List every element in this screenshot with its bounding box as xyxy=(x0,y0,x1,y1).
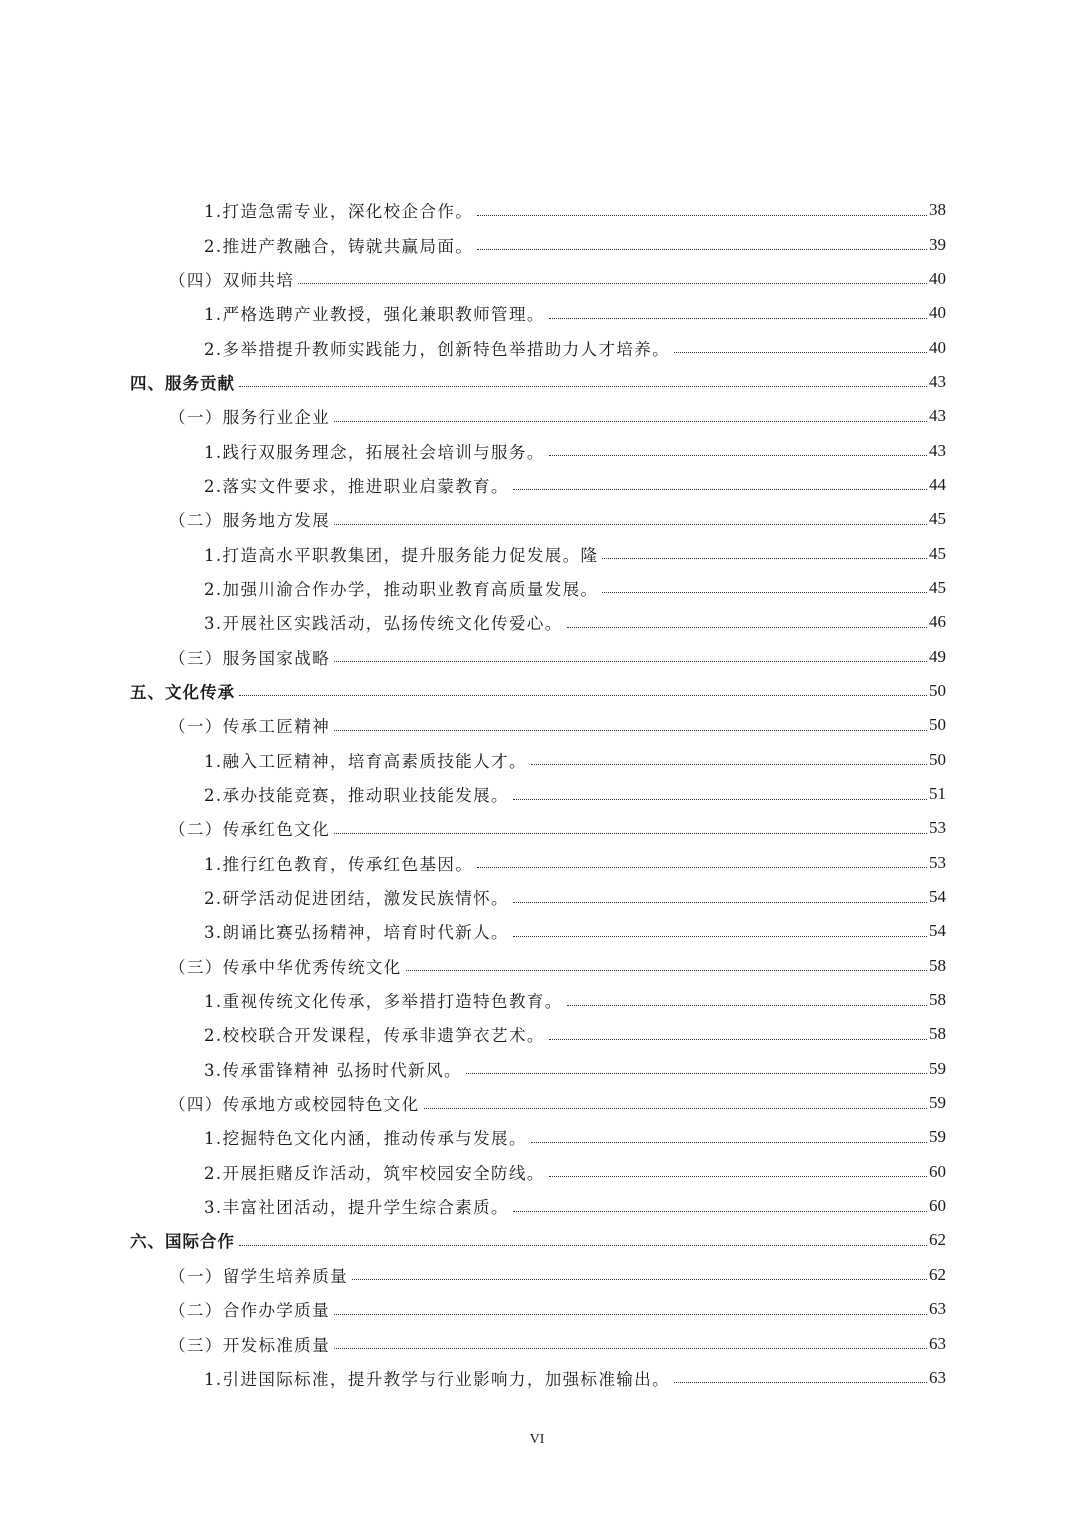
toc-entry-page: 53 xyxy=(929,818,946,838)
toc-entry-page: 63 xyxy=(929,1333,946,1353)
toc-entry-page: 63 xyxy=(929,1367,946,1387)
toc-entry-title: 1.推行红色教育，传承红色基因。 xyxy=(204,854,474,874)
page-number: VI xyxy=(529,1432,545,1447)
toc-entry-title: （三）开发标准质量 xyxy=(169,1335,331,1355)
toc-subsection-entry[interactable] xyxy=(0,433,1074,467)
dot-leader xyxy=(602,592,927,593)
toc-entry-page: 44 xyxy=(929,474,946,494)
toc-entry-page: 40 xyxy=(929,337,946,357)
toc-entry-title: （三）传承中华优秀传统文化 xyxy=(169,957,402,977)
toc-entry-page: 59 xyxy=(929,1058,946,1078)
dot-leader xyxy=(513,489,927,490)
dot-leader xyxy=(513,799,927,800)
dot-leader xyxy=(466,1073,927,1074)
toc-entry-page: 63 xyxy=(929,1299,946,1319)
toc-entry-page: 62 xyxy=(929,1264,946,1284)
toc-subsection-entry[interactable] xyxy=(0,571,1074,605)
dot-leader xyxy=(531,764,927,765)
toc-entry-title: 3.开展社区实践活动，弘扬传统文化传爱心。 xyxy=(204,614,563,634)
toc-subsection-entry[interactable] xyxy=(0,227,1074,261)
toc-entry-page: 60 xyxy=(929,1161,946,1181)
dot-leader xyxy=(549,318,927,319)
toc-entry-page: 53 xyxy=(929,852,946,872)
toc-entry-page: 59 xyxy=(929,1093,946,1113)
toc-subsection-entry[interactable] xyxy=(0,1361,1074,1395)
toc-subsection-entry[interactable] xyxy=(0,846,1074,880)
toc-entry-page: 58 xyxy=(929,955,946,975)
toc-entry-title: 2.推进产教融合，铸就共赢局面。 xyxy=(204,236,474,256)
toc-subsection-entry[interactable] xyxy=(0,468,1074,502)
toc-entry-title: 2.校校联合开发课程，传承非遗笋衣艺术。 xyxy=(204,1026,545,1046)
toc-section-entry[interactable] xyxy=(0,639,1074,673)
toc-subsection-entry[interactable] xyxy=(0,777,1074,811)
toc-entry-page: 54 xyxy=(929,887,946,907)
toc-entry-page: 62 xyxy=(929,1230,946,1250)
dot-leader xyxy=(513,902,927,903)
toc-entry-title: 四、服务贡献 xyxy=(130,373,235,393)
dot-leader xyxy=(513,936,927,937)
toc-entry-page: 50 xyxy=(929,749,946,769)
toc-entry-page: 45 xyxy=(929,509,946,529)
toc-entry-title: 1.严格选聘产业教授，强化兼职教师管理。 xyxy=(204,305,545,325)
toc-subsection-entry[interactable] xyxy=(0,1189,1074,1223)
toc-subsection-entry[interactable] xyxy=(0,193,1074,227)
toc-subsection-entry[interactable] xyxy=(0,605,1074,639)
toc-entry-title: （一）留学生培养质量 xyxy=(169,1266,348,1286)
toc-entry-page: 58 xyxy=(929,1024,946,1044)
table-of-contents xyxy=(0,193,1074,1395)
toc-entry-page: 49 xyxy=(929,646,946,666)
toc-entry-title: 3.丰富社团活动，提升学生综合素质。 xyxy=(204,1198,509,1218)
toc-entry-title: （二）服务地方发展 xyxy=(169,511,331,531)
toc-entry-title: 2.承办技能竞赛，推动职业技能发展。 xyxy=(204,786,509,806)
dot-leader xyxy=(549,1039,927,1040)
toc-entry-title: 2.研学活动促进团结，激发民族情怀。 xyxy=(204,889,509,909)
toc-entry-page: 46 xyxy=(929,612,946,632)
dot-leader xyxy=(334,833,927,834)
toc-subsection-entry[interactable] xyxy=(0,330,1074,364)
toc-chapter-entry[interactable] xyxy=(0,1223,1074,1257)
dot-leader xyxy=(477,215,927,216)
toc-subsection-entry[interactable] xyxy=(0,880,1074,914)
toc-entry-page: 54 xyxy=(929,921,946,941)
toc-section-entry[interactable] xyxy=(0,1292,1074,1326)
dot-leader xyxy=(674,1382,927,1383)
toc-entry-title: （一）传承工匠精神 xyxy=(169,717,331,737)
toc-subsection-entry[interactable] xyxy=(0,536,1074,570)
toc-entry-title: 六、国际合作 xyxy=(130,1232,235,1252)
toc-section-entry[interactable] xyxy=(0,1086,1074,1120)
toc-section-entry[interactable] xyxy=(0,708,1074,742)
toc-entry-page: 45 xyxy=(929,543,946,563)
toc-subsection-entry[interactable] xyxy=(0,914,1074,948)
toc-entry-page: 39 xyxy=(929,234,946,254)
dot-leader xyxy=(567,627,927,628)
dot-leader xyxy=(334,661,927,662)
toc-subsection-entry[interactable] xyxy=(0,1017,1074,1051)
dot-leader xyxy=(334,1314,927,1315)
dot-leader xyxy=(334,524,927,525)
toc-entry-page: 43 xyxy=(929,371,946,391)
dot-leader xyxy=(477,867,927,868)
dot-leader xyxy=(239,695,927,696)
toc-entry-page: 60 xyxy=(929,1196,946,1216)
toc-chapter-entry[interactable] xyxy=(0,674,1074,708)
toc-entry-page: 43 xyxy=(929,440,946,460)
toc-subsection-entry[interactable] xyxy=(0,1120,1074,1154)
toc-entry-title: （三）服务国家战略 xyxy=(169,648,331,668)
toc-section-entry[interactable] xyxy=(0,399,1074,433)
dot-leader xyxy=(567,1005,927,1006)
dot-leader xyxy=(239,386,927,387)
dot-leader xyxy=(549,455,927,456)
toc-entry-title: 3.传承雷锋精神 弘扬时代新风。 xyxy=(204,1060,462,1080)
toc-entry-title: 1.重视传统文化传承，多举措打造特色教育。 xyxy=(204,992,563,1012)
toc-entry-title: 1.打造高水平职教集团，提升服务能力促发展。隆 xyxy=(204,545,599,565)
toc-entry-page: 50 xyxy=(929,680,946,700)
toc-subsection-entry[interactable] xyxy=(0,743,1074,777)
toc-chapter-entry[interactable] xyxy=(0,365,1074,399)
dot-leader xyxy=(513,1211,927,1212)
toc-entry-page: 43 xyxy=(929,406,946,426)
toc-section-entry[interactable] xyxy=(0,502,1074,536)
toc-entry-page: 40 xyxy=(929,268,946,288)
toc-entry-title: 1.挖掘特色文化内涵，推动传承与发展。 xyxy=(204,1129,527,1149)
toc-entry-page: 38 xyxy=(929,200,946,220)
toc-entry-page: 40 xyxy=(929,303,946,323)
dot-leader xyxy=(531,1142,927,1143)
toc-entry-title: （一）服务行业企业 xyxy=(169,408,331,428)
toc-entry-page: 45 xyxy=(929,577,946,597)
dot-leader xyxy=(424,1108,927,1109)
dot-leader xyxy=(477,249,927,250)
toc-entry-title: （二）合作办学质量 xyxy=(169,1301,331,1321)
dot-leader xyxy=(334,730,927,731)
toc-entry-title: 1.引进国际标准，提升教学与行业影响力，加强标准输出。 xyxy=(204,1369,671,1389)
dot-leader xyxy=(406,970,927,971)
dot-leader xyxy=(549,1176,927,1177)
toc-subsection-entry[interactable] xyxy=(0,1155,1074,1189)
toc-entry-title: 五、文化传承 xyxy=(130,682,235,702)
toc-entry-title: 2.开展拒赌反诈活动，筑牢校园安全防线。 xyxy=(204,1163,545,1183)
toc-section-entry[interactable] xyxy=(0,949,1074,983)
toc-entry-title: 1.打造急需专业，深化校企合作。 xyxy=(204,202,474,222)
toc-subsection-entry[interactable] xyxy=(0,1052,1074,1086)
dot-leader xyxy=(602,558,927,559)
toc-section-entry[interactable] xyxy=(0,811,1074,845)
toc-entry-page: 59 xyxy=(929,1127,946,1147)
toc-entry-title: 2.加强川渝合作办学，推动职业教育高质量发展。 xyxy=(204,579,599,599)
toc-entry-title: 1.融入工匠精神，培育高素质技能人才。 xyxy=(204,751,527,771)
toc-entry-page: 50 xyxy=(929,715,946,735)
toc-entry-title: 2.多举措提升教师实践能力，创新特色举措助力人才培养。 xyxy=(204,339,671,359)
toc-entry-title: 2.落实文件要求，推进职业启蒙教育。 xyxy=(204,476,509,496)
dot-leader xyxy=(352,1279,927,1280)
toc-section-entry[interactable] xyxy=(0,262,1074,296)
dot-leader xyxy=(239,1245,927,1246)
dot-leader xyxy=(298,283,927,284)
toc-entry-title: 3.朗诵比赛弘扬精神，培育时代新人。 xyxy=(204,923,509,943)
toc-section-entry[interactable] xyxy=(0,1326,1074,1360)
toc-entry-title: 1.践行双服务理念，拓展社会培训与服务。 xyxy=(204,442,545,462)
toc-entry-title: （四）双师共培 xyxy=(169,270,295,290)
toc-subsection-entry[interactable] xyxy=(0,983,1074,1017)
toc-entry-page: 58 xyxy=(929,990,946,1010)
toc-section-entry[interactable] xyxy=(0,1258,1074,1292)
dot-leader xyxy=(334,1348,927,1349)
dot-leader xyxy=(674,352,927,353)
dot-leader xyxy=(334,421,927,422)
toc-entry-title: （二）传承红色文化 xyxy=(169,820,331,840)
toc-entry-page: 51 xyxy=(929,784,946,804)
toc-subsection-entry[interactable] xyxy=(0,296,1074,330)
toc-entry-title: （四）传承地方或校园特色文化 xyxy=(169,1095,420,1115)
